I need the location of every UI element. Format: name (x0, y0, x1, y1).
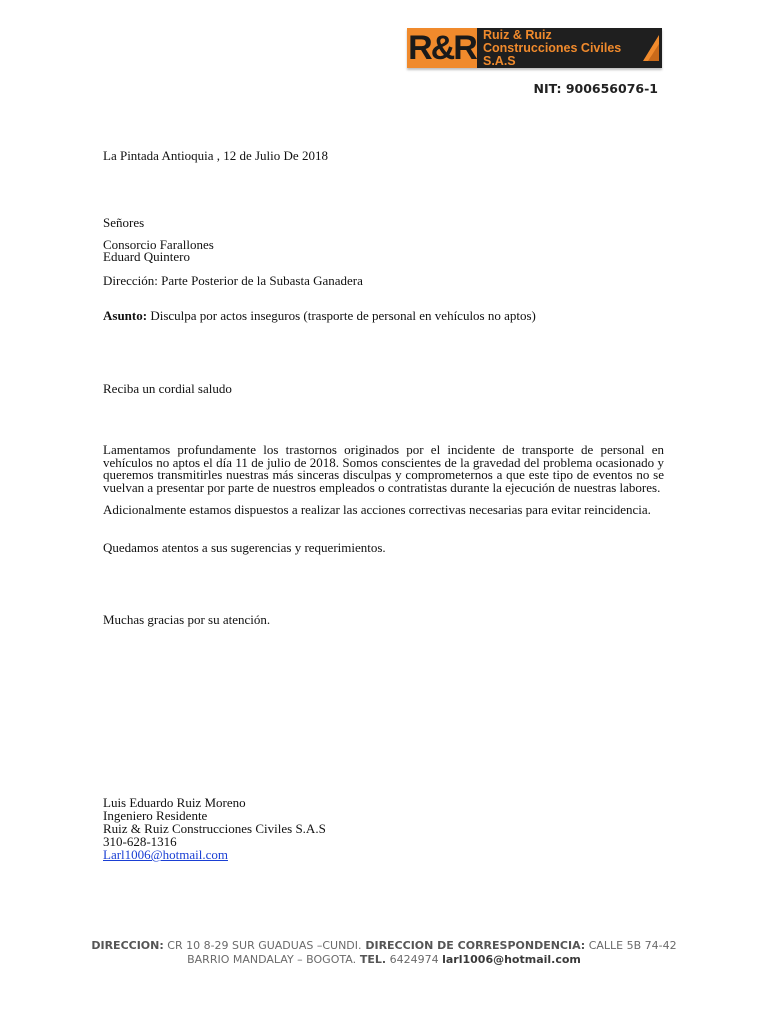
signature-name: Luis Eduardo Ruiz Moreno (103, 795, 246, 810)
logo-triangle-icon (640, 28, 662, 68)
additional-paragraph: Adicionalmente estamos dispuestos a realizar las acciones correctivas necesarias para evitar reincidencia. (103, 502, 651, 517)
footer-line-2-value: BARRIO MANDALAY – BOGOTA. (187, 953, 357, 966)
footer-address-label: DIRECCION: (91, 939, 164, 952)
signature-company: Ruiz & Ruiz Construcciones Civiles S.A.S (103, 821, 326, 836)
thanks-paragraph: Muchas gracias por su atención. (103, 612, 271, 627)
place-date: La Pintada Antioquia , 12 de Julio De 2018 (103, 148, 328, 163)
footer-correspondence-label: DIRECCION DE CORRESPONDENCIA: (361, 939, 586, 952)
footer-line-2 (0, 953, 768, 967)
footer-address-value: CR 10 8-29 SUR GUADUAS –CUNDI. (163, 939, 362, 952)
company-logo (407, 28, 662, 68)
salutation-to: Señores (103, 215, 145, 230)
footer-tel-label: TEL. (356, 953, 387, 966)
footer-correspondence-value: CALLE 5B 74-42 (585, 939, 677, 952)
footer-tel-value: 6424974 (386, 953, 443, 966)
logo-company-name (477, 28, 640, 68)
signature-title: Ingeniero Residente (103, 808, 208, 823)
body-paragraph: Lamentamos profundamente los trastornos originados por el incidente de transporte de personal en vehículos no aptos el día 11 de julio de 2018. Somos conscientes de la gravedad del problema ocasionado y queremos transmitirles nuestras más sinceras disculpas y comprometernos a que este tipo de eventos no se vuelvan a presentar por parte de nuestros empleados o contratistas durante la ejecución de nuestras labores. (103, 442, 664, 495)
recipient-company: Consorcio Farallones (103, 237, 214, 252)
subject-line (103, 309, 536, 322)
footer-line-1 (0, 939, 768, 953)
logo-line-2: Construcciones Civiles S.A.S (483, 40, 622, 68)
nit-number: NIT: 900656076-1 (533, 81, 658, 96)
recipient-address: Dirección: Parte Posterior de la Subasta Ganadera (103, 273, 363, 288)
logo-line-1: Ruiz & Ruiz (483, 27, 552, 42)
signature-email-link[interactable]: Larl1006@hotmail.com (103, 847, 228, 862)
logo-monogram: R&R (408, 29, 476, 67)
footer-email[interactable]: larl1006@hotmail.com (442, 953, 581, 966)
greeting: Reciba un cordial saludo (103, 381, 232, 396)
subject-label: Asunto: (103, 308, 148, 323)
attentive-paragraph: Quedamos atentos a sus sugerencias y requerimientos. (103, 540, 386, 555)
recipient-name: Eduard Quintero (103, 249, 191, 264)
signature-phone: 310-628-1316 (103, 834, 177, 849)
subject-text: Disculpa por actos inseguros (trasporte de personal en vehículos no aptos) (147, 308, 536, 323)
